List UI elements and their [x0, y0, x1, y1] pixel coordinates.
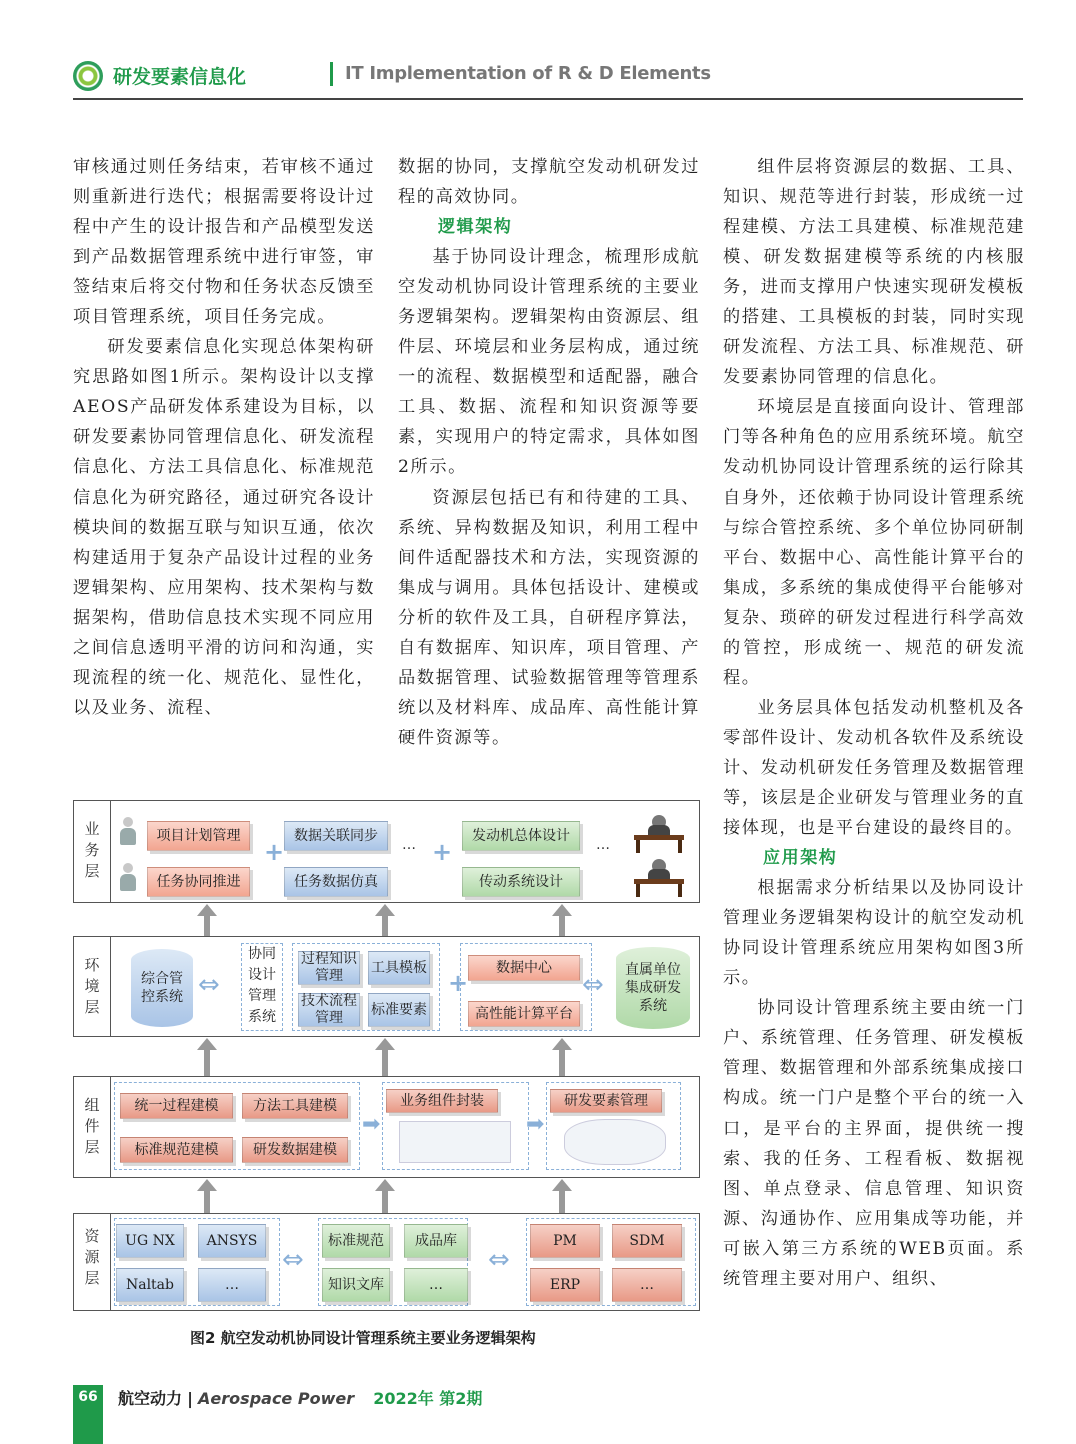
bidirectional-arrow-icon: ⇔	[282, 1245, 304, 1275]
collab-system-label: 协同设计管理系统	[248, 946, 276, 1025]
text-column-3	[723, 152, 1025, 1294]
paragraph: 环境层是直接面向设计、管理部门等各种角色的应用系统环境。航空发动机协同设计管理系统的运行除其自身外，还依赖于协同设计管理系统与综合管控系统、多个单位协同研制平台、数据中心、高性能计算平台的集成，多系统的集成使得平台能够对复杂、琐碎的研发过程进行科学高效的管控，形成统一、规范的研发流程。	[723, 397, 1025, 688]
paragraph: 研发要素信息化实现总体架构研究思路如图1所示。架构设计以支撑AEOS产品研发体系建设为目标，以研发要素协同管理信息化、研发流程信息化、方法工具信息化、标准规范信息化为研究路径，通过研究各设计模块间的数据互联与知识互通，依次构建适用于复杂产品设计过程的业务逻辑架构、应用架构、技术架构与数据架构，借助信息技术实现不同应用之间信息透明平滑的访问和沟通，实现流程的统一化、规范化、显性化，以及业务、流程、	[73, 337, 375, 718]
subsection-heading: 逻辑架构	[438, 217, 513, 238]
figure-caption: 图2 航空发动机协同设计管理系统主要业务逻辑架构	[190, 1329, 536, 1347]
paragraph: 资源层包括已有和待建的工具、系统、异构数据及知识，利用工程中间件适配器技术和方法，实现资源的集成与调用。具体包括设计、建模或分析的软件及工具，自研程序算法，自有数据库、知识库，项目管理、产品数据管理、试验数据管理等管理系统以及材料库、成品库、高性能计算硬件资源等。	[398, 487, 700, 748]
paragraph: 协同设计管理系统主要由统一门户、系统管理、任务管理、研发模板管理、数据管理和外部系统集成接口构成。统一门户是整个平台的统一入口，是平台的主界面，提供统一搜索、我的任务、工程看板、数据视图、单点登录、信息管理、知识资源、沟通协作、应用集成等功能，并可嵌入第三方系统的WEB页面。系统管理主要对用户、组织、	[723, 998, 1025, 1289]
resource-item: ERP	[530, 1268, 600, 1302]
layer-label: 资源层	[84, 1227, 100, 1287]
up-arrow-icon	[202, 1038, 212, 1076]
right-arrow-icon: ➡	[362, 1112, 381, 1137]
resource-item: …	[404, 1268, 468, 1302]
plus-icon: +	[448, 969, 469, 997]
running-header	[73, 58, 1023, 98]
bidirectional-arrow-icon: ⇔	[488, 1245, 510, 1275]
section-title-en: IT Implementation of R & D Elements	[345, 63, 711, 84]
engine-thumbnail	[564, 1119, 666, 1165]
resource-item: UG NX	[116, 1224, 184, 1258]
journal-logo-icon	[73, 61, 103, 91]
component-item: 标准规范建模	[120, 1137, 233, 1163]
hpc-platform: 高性能计算平台	[468, 1001, 580, 1027]
unit-system-cylinder: 直属单位集成研发系统	[616, 947, 690, 1029]
paragraph: 数据的协同，支撑航空发动机研发过程的高效协同。	[398, 157, 700, 208]
layer-label: 业务层	[84, 820, 100, 880]
journal-title-en: Aerospace Power	[198, 1389, 355, 1408]
paragraph: 审核通过则任务结束，若审核不通过则重新进行迭代；根据需要将设计过程中产生的设计报告和产品模型发送到产品数据管理系统中进行审签，审签结束后将交付物和任务状态反馈至项目管理系统，项目任务完成。	[73, 157, 375, 328]
plus-icon: +	[264, 838, 285, 866]
layer-label: 组件层	[84, 1096, 100, 1156]
resource-layer	[73, 1213, 700, 1311]
page-number: 66	[78, 1389, 98, 1405]
env-item: 工具模板	[368, 951, 430, 985]
bidirectional-arrow-icon: ⇔	[198, 970, 220, 1000]
journal-title-cn: 航空动力	[118, 1389, 183, 1408]
workflow-thumbnail	[399, 1121, 511, 1163]
paragraph: 组件层将资源层的数据、工具、知识、规范等进行封装，形成统一过程建模、方法工具建模、标准规范建模、研发数据建模等系统的内核服务，进而支撑用户快速实现研发模板的搭建、工具模板的封装，同时实现研发流程、方法工具、标准规范、研发要素协同管理的信息化。	[723, 157, 1025, 388]
up-arrow-icon	[202, 904, 212, 936]
business-item: 项目计划管理	[147, 821, 250, 851]
resource-item: 标准规范	[322, 1224, 390, 1258]
ellipsis: …	[402, 837, 416, 853]
business-item: 发动机总体设计	[462, 821, 580, 851]
component-layer	[73, 1076, 700, 1178]
business-item: 任务数据仿真	[284, 867, 388, 897]
business-item: 任务协同推进	[147, 867, 250, 897]
component-item: 研发数据建模	[242, 1137, 348, 1163]
business-layer	[73, 800, 700, 903]
bidirectional-arrow-icon: ⇔	[582, 970, 604, 1000]
paragraph: 业务层具体包括发动机整机及各零部件设计、发动机各软件及系统设计、发动机研发任务管理及数据管理等，该层是企业研发与管理业务的直接体现，也是平台建设的最终目的。	[723, 697, 1025, 839]
text-column-1	[73, 152, 375, 723]
business-item: 数据关联同步	[284, 821, 388, 851]
up-arrow-icon	[557, 1179, 567, 1213]
resource-item: SDM	[612, 1224, 682, 1258]
resource-item: …	[612, 1268, 682, 1302]
data-center: 数据中心	[468, 955, 580, 981]
workstation-icon	[634, 815, 684, 853]
up-arrow-icon	[557, 904, 567, 936]
issue-label: 2022年 第2期	[373, 1389, 483, 1408]
resource-item: Naltab	[116, 1268, 184, 1302]
up-arrow-icon	[557, 1038, 567, 1076]
resource-item: 成品库	[404, 1224, 468, 1258]
management-system-cylinder: 综合管控系统	[131, 949, 193, 1027]
paragraph: 基于协同设计理念，梳理形成航空发动机协同设计管理系统的主要业务逻辑架构。逻辑架构由资源层、组件层、环境层和业务层构成，通过统一的流程、数据模型和适配器，融合工具、数据、流程和知识资源等要素，实现用户的特定需求，具体如图2所示。	[398, 247, 700, 478]
workstation-icon	[634, 859, 684, 897]
text-column-2	[398, 152, 700, 753]
ellipsis: …	[596, 837, 610, 853]
paragraph: 根据需求分析结果以及协同设计管理业务逻辑架构设计的航空发动机协同设计管理系统应用架构如图3所示。	[723, 878, 1025, 989]
header-separator	[330, 62, 333, 86]
user-icon	[118, 817, 138, 847]
figure-2-diagram	[73, 800, 700, 1320]
component-item: 统一过程建模	[120, 1093, 233, 1119]
env-item: 技术流程管理	[298, 993, 360, 1027]
header-rule	[73, 98, 1023, 100]
section-title-cn: 研发要素信息化	[113, 66, 247, 88]
subsection-heading: 应用架构	[763, 848, 838, 869]
up-arrow-icon	[380, 1179, 390, 1213]
layer-label: 环境层	[84, 956, 100, 1016]
resource-item: ANSYS	[198, 1224, 266, 1258]
running-footer: 航空动力 | Aerospace Power 2022年 第2期	[118, 1389, 483, 1408]
right-arrow-icon: ➡	[526, 1112, 545, 1137]
component-item: 方法工具建模	[242, 1093, 348, 1119]
up-arrow-icon	[202, 1179, 212, 1213]
env-item: 过程知识管理	[298, 951, 360, 985]
up-arrow-icon	[380, 1038, 390, 1076]
business-item: 传动系统设计	[462, 867, 580, 897]
resource-item: …	[198, 1268, 266, 1302]
resource-item: 知识文库	[322, 1268, 390, 1302]
plus-icon: +	[432, 838, 453, 866]
env-item: 标准要素	[368, 993, 430, 1027]
business-component-encapsulation: 业务组件封装	[386, 1089, 498, 1113]
environment-layer	[73, 936, 700, 1037]
user-icon	[118, 863, 138, 893]
up-arrow-icon	[380, 904, 390, 936]
resource-item: PM	[530, 1224, 600, 1258]
rd-element-management: 研发要素管理	[550, 1089, 662, 1113]
